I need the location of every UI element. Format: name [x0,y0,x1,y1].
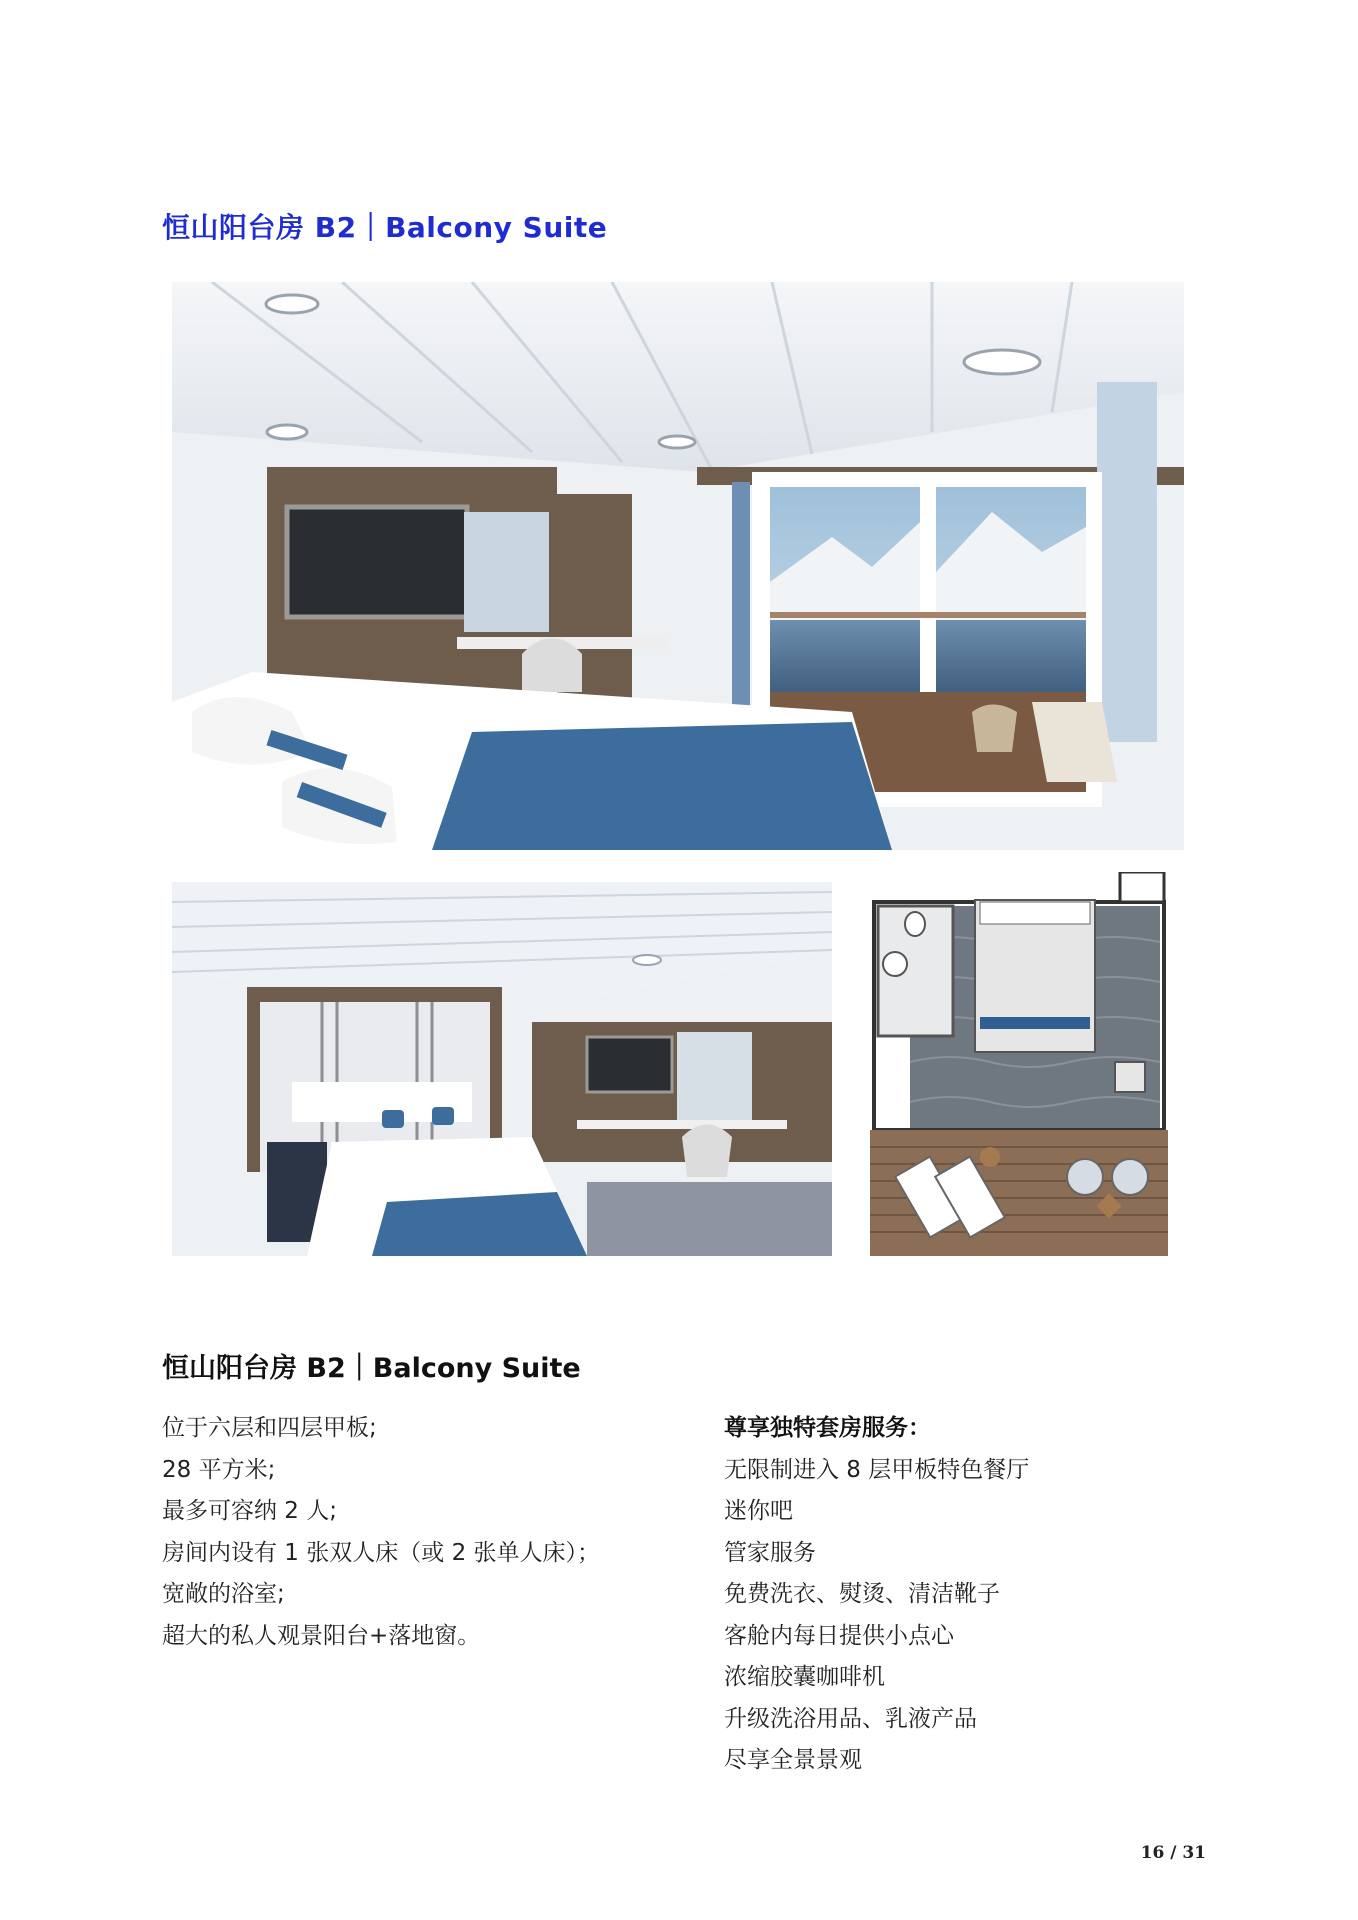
feature-item: 宽敞的浴室; [162,1581,285,1607]
page-number: 16 / 31 [1140,1843,1206,1863]
floor-plan-illustration [870,872,1168,1256]
feature-item: 房间内设有 1 张双人床（或 2 张单人床）； [162,1539,601,1566]
features-heading: 恒山阳台房 B2｜Balcony Suite [162,1353,581,1384]
service-item: 客舱内每日提供小点心 [724,1622,954,1649]
feature-item: 最多可容纳 2 人; [162,1498,338,1524]
cabin-twin-view-photo [172,882,832,1256]
cabin-bedroom-illustration [172,282,1184,850]
feature-item: 位于六层和四层甲板; [162,1415,377,1441]
services-list [724,1408,1184,1782]
service-item: 浓缩胶囊咖啡机 [724,1664,885,1690]
cabin-bedroom-photo [172,282,1184,850]
cabin-floor-plan [870,872,1168,1256]
service-item: 升级洗浴用品、乳液产品 [724,1705,977,1732]
service-item: 迷你吧 [724,1498,793,1524]
service-item: 免费洗衣、熨烫、清洁靴子 [724,1581,1000,1607]
cabin-second-illustration [172,882,832,1256]
section-title: 恒山阳台房 B2｜Balcony Suite [162,211,608,244]
service-item: 尽享全景景观 [724,1747,862,1773]
service-item: 管家服务 [724,1539,816,1566]
features-list [162,1408,682,1657]
feature-item: 28 平方米; [162,1456,276,1483]
feature-item: 超大的私人观景阳台+落地窗。 [162,1622,481,1649]
service-item: 无限制进入 8 层甲板特色餐厅 [724,1456,1030,1483]
services-title: 尊享独特套房服务： [724,1415,931,1441]
